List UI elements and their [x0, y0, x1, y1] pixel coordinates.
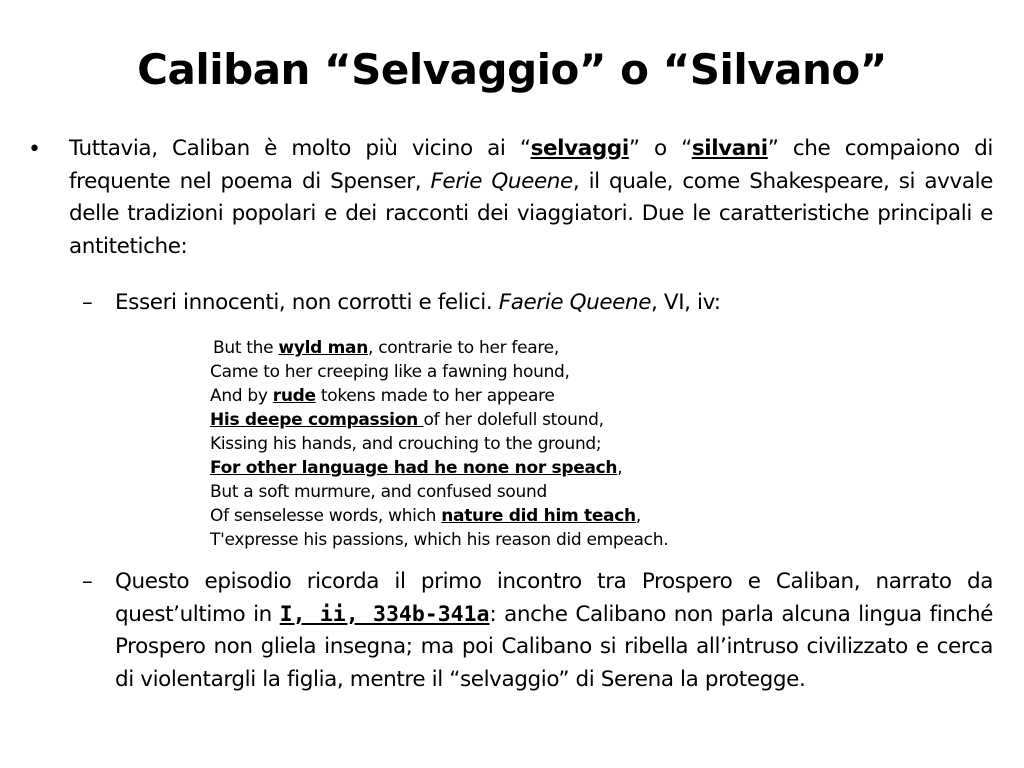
text-segment: , VI, iv: — [651, 290, 721, 315]
poem-line: Kissing his hands, and crouching to the ground; — [210, 434, 602, 454]
text-segment: : anche Calibano non parla alcuna lingua finché Prospero non gliela insegna; ma poi Calibano si ribella all’intruso civilizzato e cerca di violentargli la figlia, mentre il “selvaggio” di Serena la protegge. — [115, 601, 994, 692]
text-segment: , — [617, 458, 623, 478]
poem-line — [210, 504, 668, 528]
sub-bullet-episode — [115, 566, 993, 696]
emphasis-phrase: His deepe compassion — [210, 410, 424, 430]
poem-line — [210, 336, 668, 360]
text-segment: ” o “ — [628, 136, 692, 161]
work-title: Ferie Queene — [430, 168, 573, 194]
poem-line — [210, 408, 668, 432]
text-segment: , — [635, 506, 641, 526]
text-segment: Esseri innocenti, non corrotti e felici. — [115, 290, 499, 315]
poem-line: T'expresse his passions, which his reason did empeach. — [210, 530, 669, 550]
poem-line — [210, 384, 668, 408]
poem-quote — [210, 336, 668, 552]
text-segment: tokens made to her appeare — [315, 386, 555, 406]
sub-bullet-marker: – — [82, 290, 93, 315]
text-segment: Tuttavia, Caliban è molto più vicino ai “ — [69, 136, 531, 161]
slide-title: Caliban “Selvaggio” o “Silvano” — [137, 45, 887, 94]
sub-bullet-innocence — [115, 287, 993, 320]
poem-line: Came to her creeping like a fawning hound, — [210, 362, 570, 382]
emphasis-phrase: For other language had he none nor speach — [210, 458, 618, 478]
emphasis-phrase: rude — [272, 386, 316, 406]
text-segment: , il quale, come Shakespeare, si avvale delle tradizioni popolari e dei racconti dei viaggiatori. Due le caratteristiche principali e antitetiche: — [69, 168, 994, 259]
text-segment: But the — [213, 338, 279, 358]
text-segment: And by — [210, 386, 273, 406]
term-selvaggi: selvaggi — [530, 136, 629, 161]
text-reference: I, ii, 334b-341a — [279, 601, 490, 627]
term-silvani: silvani — [691, 136, 768, 161]
text-segment: Of senselesse words, which — [210, 506, 442, 526]
work-title: Faerie Queene — [498, 290, 652, 315]
main-bullet-paragraph — [69, 133, 993, 263]
text-segment: , contrarie to her feare, — [368, 338, 559, 358]
sub-bullet-marker: – — [82, 569, 93, 594]
emphasis-phrase: nature did him teach — [441, 506, 636, 526]
text-segment: of her dolefull stound, — [423, 410, 604, 430]
text-segment: ” che compaiono di frequente nel poema di Spenser, — [69, 136, 993, 194]
text-segment: Questo episodio ricorda il primo incontro tra Prospero e Caliban, narrato da quest’ultimo in — [115, 569, 993, 627]
bullet-marker: • — [28, 137, 41, 162]
poem-line: But a soft murmure, and confused sound — [210, 482, 547, 502]
poem-line — [210, 456, 668, 480]
emphasis-phrase: wyld man — [278, 338, 369, 358]
